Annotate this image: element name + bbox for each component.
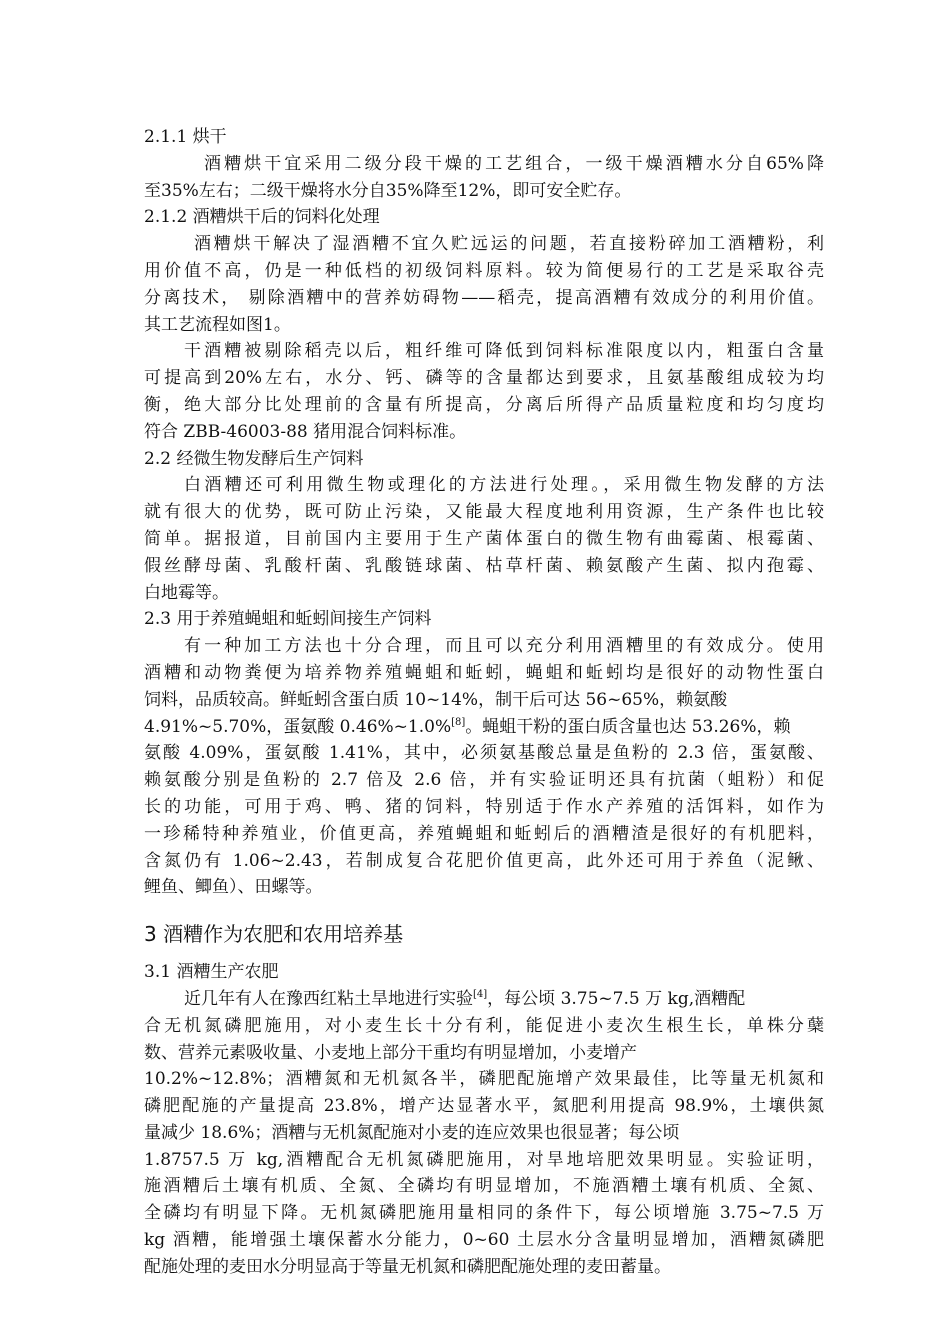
paragraph-line: 白酒糟还可利用微生物或理化的方法进行处理。，采用微生物发酵的方法: [184, 475, 824, 496]
paragraph-line: 赖氨酸分别是鱼粉的 2.7 倍及 2.6 倍，并有实验证明还具有抗菌（蛆粉）和促: [144, 770, 824, 791]
paragraph-line: 简单。据报道，目前国内主要用于生产菌体蛋白的微生物有曲霉菌、根霉菌、: [144, 528, 824, 549]
paragraph-line-with-citation: [144, 714, 824, 741]
paragraph-line-with-citation: [144, 986, 824, 1013]
paragraph-line: 10.2%~12.8%；酒糟氮和无机氮各半，磷肥配施增产效果最佳，比等量无机氮和: [144, 1069, 824, 1090]
paragraph-line: 符合 ZBB-46003-88 猪用混合饲料标准。: [144, 421, 467, 442]
heading-2-1-1: 2.1.1 烘干: [144, 127, 227, 147]
paragraph-line: 至35%左右；二级干燥将水分自35%降至12%，即可安全贮存。: [144, 180, 632, 201]
heading-2-3: 2.3 用于养殖蝇蛆和蚯蚓间接生产饲料: [144, 609, 432, 630]
paragraph-line: 假丝酵母菌、乳酸杆菌、乳酸链球菌、枯草杆菌、赖氨酸产生菌、拟内孢霉、: [144, 555, 824, 576]
paragraph-line: 全磷均有明显下降。无机氮磷肥施用量相同的条件下，每公顷增施 3.75~7.5 万: [144, 1203, 824, 1224]
paragraph-line: 一珍稀特种养殖业，价值更高，养殖蝇蛆和蚯蚓后的酒糟渣是很好的有机肥料，: [144, 823, 824, 844]
text-segment: 近几年有人在豫西红粘土旱地进行实验: [184, 988, 473, 1009]
paragraph-line: 有一种加工方法也十分合理，而且可以充分利用酒糟里的有效成分。使用: [184, 636, 824, 657]
paragraph-line: kg 酒糟，能增强土壤保蓄水分能力，0~60 土层水分含量明显增加，酒糟氮磷肥: [144, 1230, 824, 1251]
paragraph-line: 酒糟烘干解决了湿酒糟不宜久贮远运的问题，若直接粉碎加工酒糟粉，利: [194, 234, 824, 255]
paragraph-line: 酒糟和动物粪便为培养物养殖蝇蛆和蚯蚓，蝇蛆和蚯蚓均是很好的动物性蛋白: [144, 662, 824, 683]
text-segment: 。蝇蛆干粉的蛋白质含量也达 53.26%，赖: [465, 716, 791, 737]
text-segment: ，每公顷 3.75~7.5 万 kg,酒糟配: [487, 988, 746, 1009]
paragraph-line: 氨酸 4.09%，蛋氨酸 1.41%，其中，必须氨基酸总量是鱼粉的 2.3 倍，蛋氨酸、: [144, 743, 824, 764]
paragraph-line: 施酒糟后土壤有机质、全氮、全磷均有明显增加，不施酒糟土壤有机质、全氮、: [144, 1176, 824, 1197]
paragraph-line: 其工艺流程如图1。: [144, 314, 291, 335]
paragraph-line: 分离技术， 剔除酒糟中的营养妨碍物——稻壳，提高酒糟有效成分的利用价值。: [144, 287, 824, 308]
paragraph-line: 1.8757.5 万 kg,酒糟配合无机氮磷肥施用，对旱地培肥效果明显。实验证明，: [144, 1149, 824, 1170]
paragraph-line: 酒糟烘干宜采用二级分段干燥的工艺组合，一级干燥酒糟水分自65%降: [204, 153, 824, 174]
heading-2-1-2: 2.1.2 酒糟烘干后的饲料化处理: [144, 207, 380, 228]
paragraph-line: 长的功能，可用于鸡、鸭、猪的饲料，特别适于作水产养殖的活饵料，如作为: [144, 796, 824, 817]
paragraph-line: 配施处理的麦田水分明显高于等量无机氮和磷肥配施处理的麦田蓄量。: [144, 1256, 671, 1277]
paragraph-line: 衡，绝大部分比处理前的含量有所提高，分离后所得产品质量粒度和均匀度均: [144, 394, 824, 415]
citation-ref: [8]: [451, 716, 466, 728]
paragraph-line: 磷肥配施的产量提高 23.8%，增产达显著水平，氮肥利用提高 98.9%，土壤供氮: [144, 1096, 824, 1117]
heading-3-1: 3.1 酒糟生产农肥: [144, 962, 279, 983]
text-segment: 4.91%~5.70%，蛋氨酸 0.46%~1.0%: [144, 716, 452, 737]
paragraph-line: 量减少 18.6%；酒糟与无机氮配施对小麦的连应效果也很显著；每公顷: [144, 1122, 680, 1143]
paragraph-line: 就有很大的优势，既可防止污染，又能最大程度地利用资源，生产条件也比较: [144, 502, 824, 523]
paragraph-line: 含氮仍有 1.06~2.43，若制成复合花肥价值更高，此外还可用于养鱼（泥鳅、: [144, 850, 824, 871]
paragraph-line: 鲤鱼、鲫鱼）、田螺等。: [144, 877, 323, 898]
paragraph-line: 合无机氮磷肥施用，对小麦生长十分有利，能促进小麦次生根生长，单株分蘖: [144, 1015, 824, 1036]
paragraph-line: 饲料，品质较高。鲜蚯蚓含蛋白质 10~14%，制干后可达 56~65%，赖氨酸: [144, 689, 728, 710]
document-page: [144, 124, 824, 1281]
paragraph-line: 白地霉等。: [144, 582, 229, 603]
paragraph-line: 数、营养元素吸收量、小麦地上部分干重均有明显增加，小麦增产: [144, 1042, 637, 1063]
heading-2-2: 2.2 经微生物发酵后生产饲料: [144, 448, 364, 469]
paragraph-line: 用价值不高，仍是一种低档的初级饲料原料。较为简便易行的工艺是采取谷壳: [144, 260, 824, 281]
section-heading-3: 3 酒糟作为农肥和农用培养基: [144, 922, 404, 947]
paragraph-line: 干酒糟被剔除稻壳以后，粗纤维可降低到饲料标准限度以内，粗蛋白含量: [184, 341, 824, 362]
citation-ref: [4]: [473, 988, 488, 1000]
paragraph-line: 可提高到20%左右，水分、钙、磷等的含量都达到要求，且氨基酸组成较为均: [144, 368, 824, 389]
